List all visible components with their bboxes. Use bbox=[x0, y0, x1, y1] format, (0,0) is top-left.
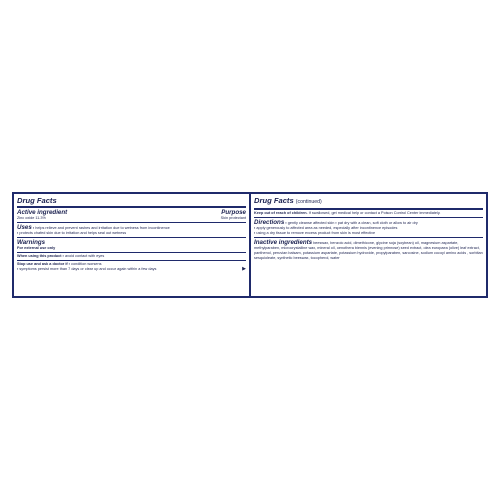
uses-heading: Uses bbox=[17, 224, 32, 231]
keep-out-text: If swallowed, get medical help or contact a Poison Control Center immediately. bbox=[308, 211, 441, 215]
when-using-label: When using this product bbox=[17, 254, 62, 258]
inactive-ingredients-text: beeswax, benzoic acid, dimethicone, glycine soja (soybean) oil, magnesium aspartate, methylparaben, microcrystalline wax, mineral oil, oenothera biennis (evening primrose) seed extract, olea europaea (olive) leaf extract, panthenol, peruvian balsam, potassium aspartate, potassium hydroxide, propylparaben, sarcosine, sodium cocoyl amino acids , sorbitan sesquioleate, synthetic beeswax, tocopherol, water bbox=[254, 241, 483, 260]
directions-heading: Directions bbox=[254, 219, 285, 226]
stop-use-section bbox=[17, 261, 246, 273]
drug-facts-right-column bbox=[251, 194, 486, 296]
directions-section bbox=[254, 218, 483, 238]
uses-section bbox=[17, 223, 246, 238]
active-ingredient-section bbox=[17, 208, 246, 223]
purpose-value: Skin protectant bbox=[220, 216, 246, 220]
purpose-heading: Purpose bbox=[221, 209, 246, 216]
inactive-ingredients-heading: Inactive ingredients bbox=[254, 239, 313, 246]
inactive-ingredients-section bbox=[254, 238, 483, 262]
warnings-section bbox=[17, 238, 246, 253]
active-ingredient-value: Zinc oxide 11.3% bbox=[17, 216, 46, 220]
external-use-text: For external use only bbox=[17, 246, 56, 250]
directions-item: ▪ using a dry tissue to remove excess product from skin is most effective bbox=[254, 231, 483, 236]
when-using-text: ▪ avoid contact with eyes bbox=[63, 254, 105, 258]
warnings-heading: Warnings bbox=[17, 239, 46, 246]
stop-use-label: Stop use and ask a doctor if bbox=[17, 262, 68, 266]
drug-facts-panel bbox=[12, 192, 488, 298]
directions-item: ▪ gently cleanse affected skin bbox=[285, 221, 334, 225]
directions-item: ▪ pat dry with a clean, soft cloth or allow to air dry bbox=[335, 221, 417, 225]
active-ingredient-heading: Active ingredient bbox=[17, 209, 68, 216]
drug-facts-title-right: Drug Facts bbox=[254, 196, 294, 205]
uses-item: ▪ protects chafed skin due to irritation and helps seal out wetness bbox=[17, 231, 246, 236]
when-using-section bbox=[17, 253, 246, 261]
continued-label: (continued) bbox=[295, 199, 322, 205]
directions-item: ▪ apply generously to affected area as needed, especially after incontinence episodes bbox=[254, 226, 483, 231]
stop-use-item: ▪ symptoms persist more than 7 days or clear up and occur again within a few days bbox=[17, 267, 156, 272]
uses-item: ▪ helps relieve and prevent rashes and irritation due to wetness from incontinence bbox=[33, 226, 170, 230]
drug-facts-left-column bbox=[14, 194, 251, 296]
stop-use-item: ▪ condition worsens bbox=[69, 262, 102, 266]
keep-out-label: Keep out of reach of children. bbox=[254, 211, 308, 215]
drug-facts-continued-title bbox=[254, 196, 483, 210]
keep-out-section bbox=[254, 210, 483, 218]
continue-arrow-icon: ▶ bbox=[242, 266, 246, 272]
drug-facts-title: Drug Facts bbox=[17, 196, 246, 208]
